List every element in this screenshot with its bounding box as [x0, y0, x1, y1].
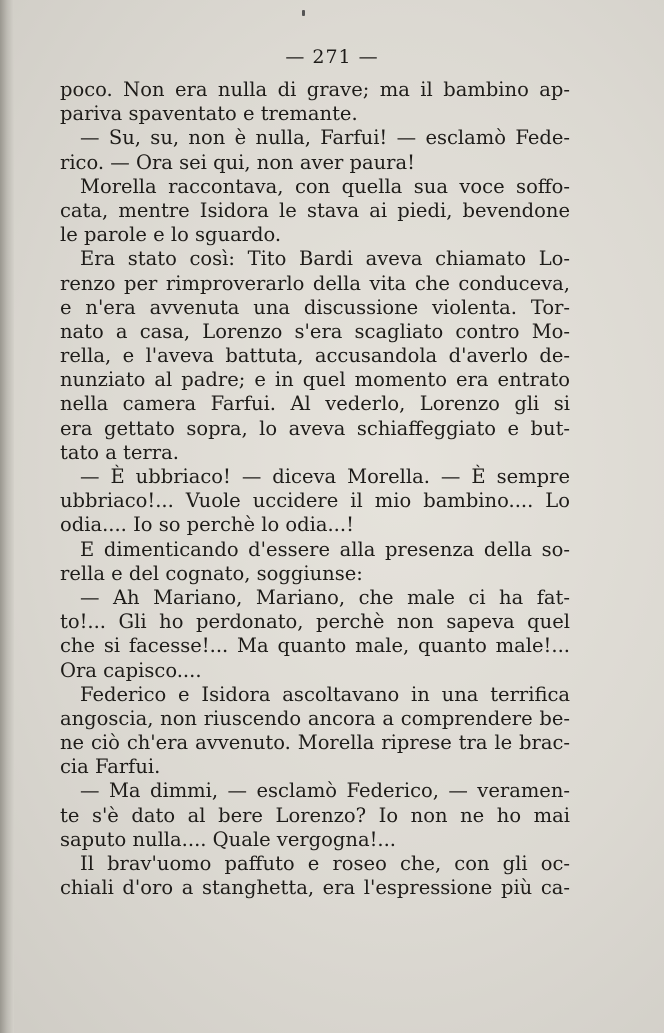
text-line: e n'era avvenuta una discussione violenta. Tor- [60, 295, 570, 319]
body-text [60, 78, 570, 900]
text-line: te s'è dato al bere Lorenzo? Io non ne ho mai [60, 803, 570, 827]
text-line: cia Farfui. [60, 755, 161, 779]
text-line: chiali d'oro a stanghetta, era l'espressione più ca- [60, 876, 570, 900]
text-line: Federico e Isidora ascoltavano in una terrifica [80, 682, 570, 706]
text-line: ne ciò ch'era avvenuto. Morella riprese tra le brac- [60, 731, 570, 755]
text-line: to!... Gli ho perdonato, perchè non sapeva quel [60, 610, 570, 634]
text-line: nunziato al padre; e in quel momento era entrato [60, 368, 570, 392]
text-line: Il brav'uomo paffuto e roseo che, con gli oc- [80, 852, 570, 875]
text-line: era gettato sopra, lo aveva schiaffeggiato e but- [60, 416, 570, 440]
text-line: cata, mentre Isidora le stava ai piedi, bevendone [60, 198, 570, 222]
page-number: — 271 — [285, 46, 379, 68]
text-line: nato a casa, Lorenzo s'era scagliato contro Mo- [60, 319, 570, 343]
text-line: rella, e l'aveva battuta, accusandola d'averlo de- [60, 344, 570, 368]
text-line: saputo nulla.... Quale vergogna!... [60, 827, 397, 851]
text-line: — Ma dimmi, — esclamò Federico, — veramen- [80, 779, 570, 803]
text-line: Ora capisco.... [60, 658, 202, 682]
page-spine-shadow [0, 0, 14, 1033]
text-line: nella camera Farfui. Al vederlo, Lorenzo gli si [60, 392, 570, 416]
text-line: renzo per rimproverarlo della vita che conduceva, [60, 271, 570, 295]
text-line: Era stato così: Tito Bardi aveva chiamato Lo- [80, 247, 570, 271]
ink-speck [302, 10, 305, 16]
text-line: — È ubbriaco! — diceva Morella. — È sempre [80, 465, 570, 488]
text-line: ubbriaco!... Vuole uccidere il mio bambino.... Lo [60, 489, 570, 513]
text-line: che si facesse!... Ma quanto male, quanto male!... [60, 634, 570, 658]
text-line: tato a terra. [60, 440, 179, 464]
text-line: poco. Non era nulla di grave; ma il bambino ap- [60, 78, 570, 101]
text-line: rella e del cognato, soggiunse: [60, 561, 363, 585]
text-line: odia.... Io so perchè lo odia...! [60, 513, 354, 537]
text-line: — Ah Mariano, Mariano, che male ci ha fat- [80, 585, 570, 609]
text-line: pariva spaventato e tremante. [60, 102, 358, 126]
text-line: angoscia, non riuscendo ancora a comprendere be- [60, 706, 570, 730]
text-line: le parole e lo sguardo. [60, 223, 282, 247]
text-line: — Su, su, non è nulla, Farfui! — esclamò Fede- [80, 126, 570, 150]
text-line: E dimenticando d'essere alla presenza della so- [80, 537, 570, 561]
text-line: Morella raccontava, con quella sua voce soffo- [80, 174, 570, 198]
text-line: rico. — Ora sei qui, non aver paura! [60, 150, 415, 174]
